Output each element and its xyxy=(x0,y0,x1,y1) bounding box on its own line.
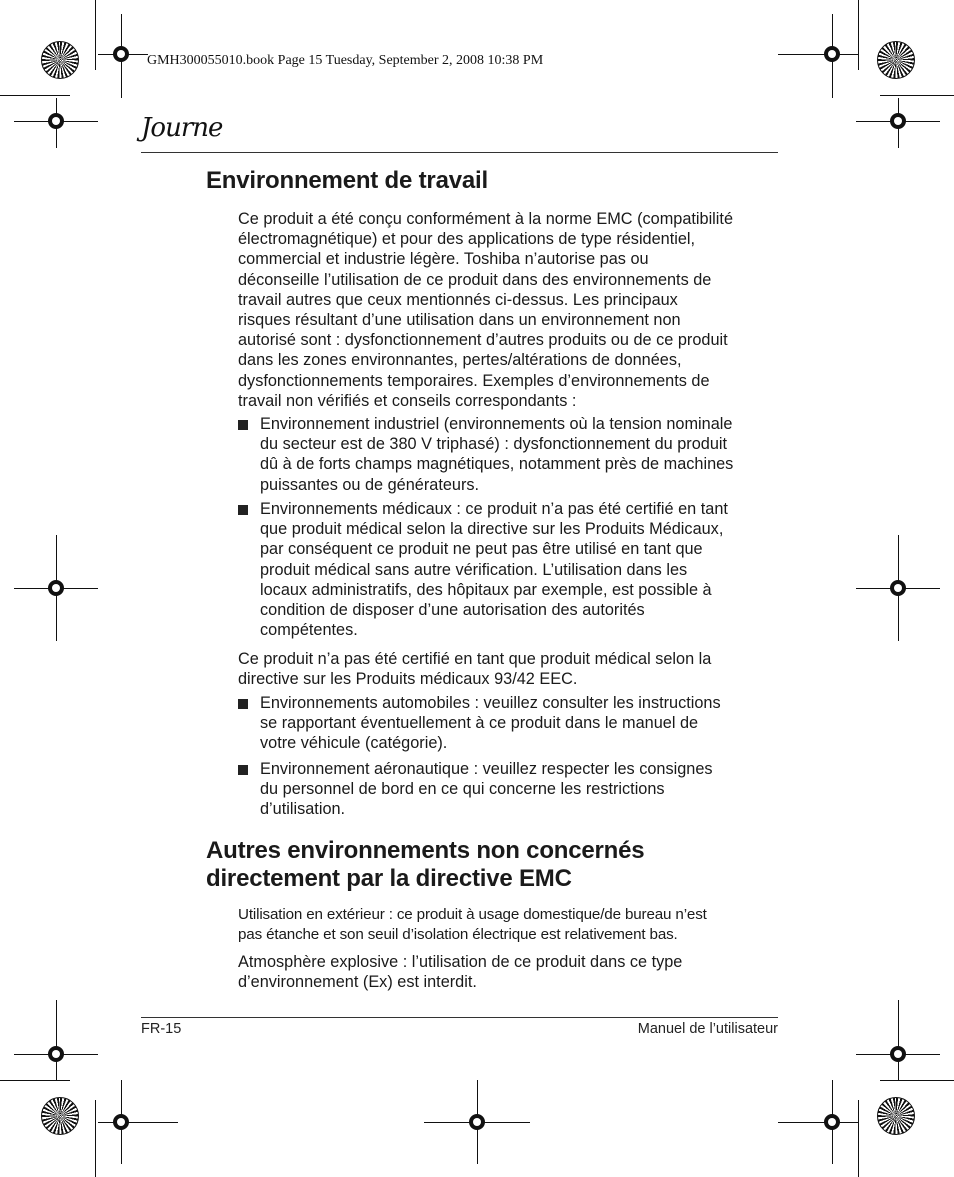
text-line: Ce produit a été conçu conformément à la norme EMC (compatibilité xyxy=(238,210,733,228)
crop-line xyxy=(898,1000,899,1080)
text-line: pas étanche et son seuil d’isolation électrique est relativement bas. xyxy=(238,926,678,944)
text-line: dû à de forts champs magnétiques, notamment près de machines xyxy=(260,455,734,474)
manual-title: Manuel de l’utilisateur xyxy=(637,1021,778,1037)
crosshair-icon xyxy=(890,113,906,129)
text-line: se rapportant éventuellement à ce produit dans le manuel de xyxy=(260,714,699,733)
text-line: Environnements automobiles : veuillez consulter les instructions xyxy=(260,694,721,712)
text-line: Environnement aéronautique : veuillez respecter les consignes xyxy=(260,760,713,778)
text-line: locaux administratifs, des hôpitaux par exemple, est possible à xyxy=(260,580,712,599)
explosive-paragraph xyxy=(238,952,780,992)
text-line: risques résultant d’une utilisation dans un environnement non xyxy=(238,311,681,330)
crosshair-icon xyxy=(48,580,64,596)
text-line: Utilisation en extérieur : ce produit à usage domestique/de bureau n’est xyxy=(238,906,707,923)
crop-line xyxy=(0,1080,70,1081)
section-title: Environnement de travail xyxy=(206,167,488,194)
crop-line xyxy=(858,1100,859,1177)
text-line: par conséquent ce produit ne peut pas être utilisé en tant que xyxy=(260,540,703,559)
crosshair-icon xyxy=(890,580,906,596)
crop-line xyxy=(95,0,96,70)
registration-target-icon xyxy=(41,41,79,79)
text-line: directive sur les Produits médicaux 93/42 EEC. xyxy=(238,670,578,689)
header-rule xyxy=(141,152,778,153)
crop-line xyxy=(95,1100,96,1177)
text-line: autorisé sont : dysfonctionnement d’autres produits ou de ce produit xyxy=(238,331,728,350)
text-line: déconseille l’utilisation de ce produit dans des environnements de xyxy=(238,270,712,289)
text-line: produit médical sans autre vérification. L’utilisation dans les xyxy=(260,560,688,579)
crosshair-icon xyxy=(113,1114,129,1130)
text-line: que produit médical selon la directive sur les Produits Médicaux, xyxy=(260,520,724,539)
crop-line xyxy=(880,95,954,96)
title-line: directement par la directive EMC xyxy=(206,865,572,892)
print-info: GMH300055010.book Page 15 Tuesday, September 2, 2008 10:38 PM xyxy=(147,53,544,68)
text-line: dans les zones environnantes, pertes/altérations de données, xyxy=(238,351,682,370)
crop-line xyxy=(0,95,70,96)
crop-line xyxy=(56,1000,57,1080)
text-line: puissantes ou de générateurs. xyxy=(260,475,480,494)
text-line: électromagnétique) et pour des applications de type résidentiel, xyxy=(238,230,696,249)
crosshair-icon xyxy=(890,1046,906,1062)
crop-line xyxy=(880,1080,954,1081)
crosshair-icon xyxy=(48,113,64,129)
crosshair-icon xyxy=(469,1114,485,1130)
journe-logo: Journe xyxy=(141,113,223,143)
text-line: votre véhicule (catégorie). xyxy=(260,734,448,753)
registration-target-icon xyxy=(41,1097,79,1135)
text-line: Environnements médicaux : ce produit n’a pas été certifié en tant xyxy=(260,500,728,518)
bullet-square-icon xyxy=(238,765,248,775)
text-line: d’environnement (Ex) est interdit. xyxy=(238,973,477,992)
crop-line xyxy=(98,1122,178,1123)
intro-paragraph xyxy=(238,209,780,411)
crosshair-icon xyxy=(824,1114,840,1130)
registration-target-icon xyxy=(877,41,915,79)
text-line: condition de disposer d’une autorisation des autorités xyxy=(260,601,645,620)
crosshair-icon xyxy=(824,46,840,62)
text-line: d’utilisation. xyxy=(260,800,346,819)
bullet-square-icon xyxy=(238,420,248,430)
text-line: dysfonctionnements temporaires. Exemples d’environnements de xyxy=(238,371,710,390)
text-line: travail non vérifiés et conseils correspondants : xyxy=(238,391,577,410)
bullet-square-icon xyxy=(238,699,248,709)
text-line: compétentes. xyxy=(260,621,358,640)
text-line: Environnement industriel (environnements où la tension nominale xyxy=(260,415,733,433)
crop-line xyxy=(858,0,859,70)
registration-target-icon xyxy=(877,1097,915,1135)
crosshair-icon xyxy=(48,1046,64,1062)
text-line: du secteur est de 380 V triphasé) : dysfonctionnement du produit xyxy=(260,435,728,454)
title-line: Autres environnements non concernés xyxy=(206,837,645,864)
text-line: travail autres que ceux mentionnés ci-dessus. Les principaux xyxy=(238,290,678,309)
medical-note-paragraph xyxy=(238,649,780,689)
page-number: FR-15 xyxy=(141,1021,182,1037)
text-line: du personnel de bord en ce qui concerne les restrictions xyxy=(260,780,665,799)
crop-line xyxy=(778,54,858,55)
text-line: Ce produit n’a pas été certifié en tant que produit médical selon la xyxy=(238,650,712,668)
text-line: commercial et industrie légère. Toshiba n’autorise pas ou xyxy=(238,250,649,269)
bullet-square-icon xyxy=(238,505,248,515)
crosshair-icon xyxy=(113,46,129,62)
text-line: Atmosphère explosive : l’utilisation de ce produit dans ce type xyxy=(238,953,683,971)
outdoor-paragraph xyxy=(238,905,780,945)
footer-rule xyxy=(141,1017,778,1018)
section-title xyxy=(206,837,766,893)
crop-line xyxy=(778,1122,858,1123)
